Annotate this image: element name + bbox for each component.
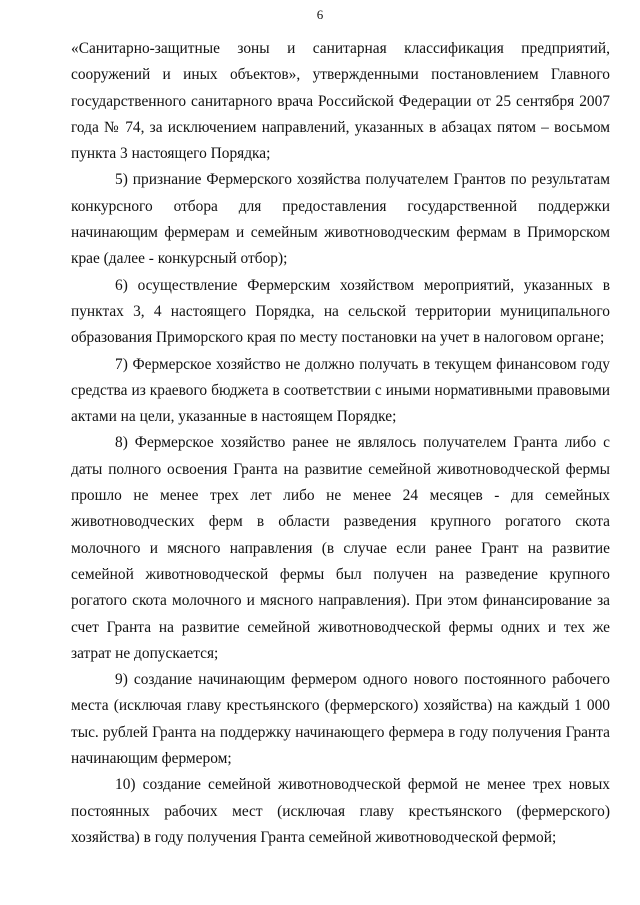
document-body (71, 36, 610, 851)
page-number: 6 (316, 7, 324, 22)
paragraph-continuation: «Санитарно-защитные зоны и санитарная классификация предприятий, сооружений и иных объектов», утвержденными постановлением Главного государственного санитарного врача Российской Федерации от 25 сентября 2007 года № 74, за исключением направлений, указанных в абзацах пятом – восьмом пункта 3 настоящего Порядка; (71, 40, 610, 163)
paragraph-item-9: 9) создание начинающим фермером одного нового постоянного рабочего места (исключая главу крестьянского (фермерского) хозяйства) на каждый 1 000 тыс. рублей Гранта на поддержку начинающего фермера в году получения Гранта начинающим фермером; (71, 671, 610, 768)
paragraph-item-8: 8) Фермерское хозяйство ранее не являлось получателем Гранта либо с даты полного освоения Гранта на развитие семейной животноводческой фермы прошло не менее трех лет либо не менее 24 месяцев - для семейных животноводческих ферм в области разведения крупного рогатого скота молочного и мясного направления (в случае если ранее Грант на развитие семейной животноводческой фермы был получен на разведение крупного рогатого скота молочного и мясного направления). При этом финансирование за счет Гранта на развитие семейной животноводческой фермы одних и тех же затрат не допускается; (71, 434, 610, 662)
paragraph-item-5: 5) признание Фермерского хозяйства получателем Грантов по результатам конкурсного отбора для предоставления государственной поддержки начинающим фермерам и семейным животноводческим фермам в Приморском крае (далее - конкурсный отбор); (71, 171, 610, 268)
paragraph-item-6: 6) осуществление Фермерским хозяйством мероприятий, указанных в пунктах 3, 4 настоящего Порядка, на сельской территории муниципального образования Приморского края по месту постановки на учет в налоговом органе; (71, 276, 610, 347)
paragraph-item-10: 10) создание семейной животноводческой фермой не менее трех новых постоянных рабочих мест (исключая главу крестьянского (фермерского) хозяйства) в году получения Гранта семейной животноводческой фермой; (71, 776, 610, 846)
paragraph-item-7: 7) Фермерское хозяйство не должно получать в текущем финансовом году средства из краевого бюджета в соответствии с иными нормативными правовыми актами на цели, указанные в настоящем Порядке; (71, 355, 610, 426)
